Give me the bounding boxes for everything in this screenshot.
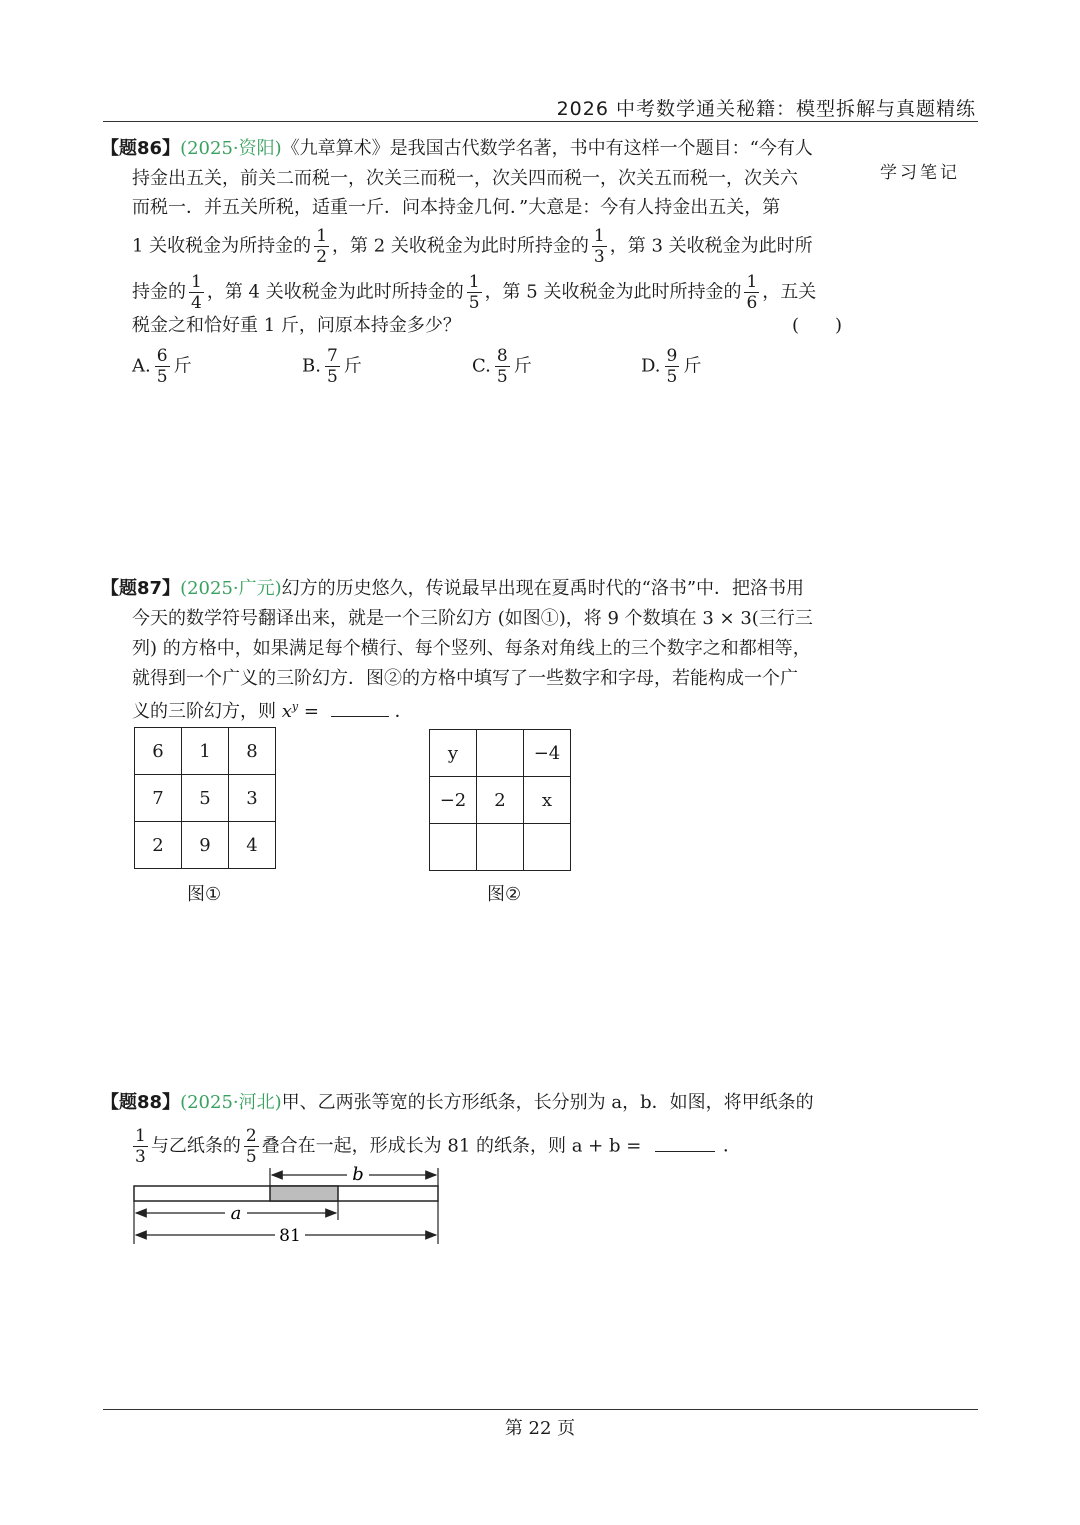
q87-line-3: 列) 的方格中，如果满足每个横行、每个竖列、每条对角线上的三个数字之和都相等， <box>132 638 811 659</box>
label-b: b <box>352 1164 364 1185</box>
q86-source: (2025·资阳) <box>180 138 282 159</box>
grid-cell: −2 <box>430 777 477 824</box>
grid-cell <box>430 824 477 871</box>
q87-line-2: 今天的数学符号翻译出来，就是一个三阶幻方 (如图①)，将 9 个数填在 3 × 3(三行三 <box>132 608 813 629</box>
header-title: 2026 中考数学通关秘籍：模型拆解与真题精练 <box>556 98 976 120</box>
q88-line-1: 【题88】(2025·河北)甲、乙两张等宽的长方形纸条，长分别为 a，b．如图，将甲纸条的 <box>101 1092 814 1113</box>
grid-cell: 9 <box>182 822 229 869</box>
label-total: 81 <box>279 1226 301 1246</box>
grid-cell: 2 <box>477 777 524 824</box>
paper-strip-diagram <box>125 1158 455 1250</box>
fraction: $\frac{1}{4}$ <box>191 272 202 313</box>
q87-line-4: 就得到一个广义的三阶幻方．图②的方格中填写了一些数字和字母，若能构成一个广 <box>132 668 798 689</box>
grid-cell: −4 <box>524 730 571 777</box>
q87-source: (2025·广元) <box>180 578 282 599</box>
q86-line-6: 税金之和恰好重 1 斤，问原本持金多少？ <box>132 315 461 336</box>
grid-cell: 4 <box>229 822 276 869</box>
q88-line-2: $\frac{1}{3}$ 与乙纸条的 $\frac{2}{5}$ 叠合在一起，形成长为 81 的纸条，则 a + b = ． <box>135 1126 742 1167</box>
magic-square-figure-1 <box>134 727 276 869</box>
footer-rule <box>103 1409 978 1410</box>
q86-line-2: 持金出五关，前关二而税一，次关三而税一，次关四而税一，次关五而税一，次关六 <box>132 168 798 189</box>
grid-cell <box>524 824 571 871</box>
overlap-region <box>270 1186 338 1201</box>
grid-cell: 8 <box>229 728 276 775</box>
answer-blank[interactable] <box>655 1151 715 1152</box>
option-b[interactable]: B. $\frac{7}{5}$ 斤 <box>302 346 362 387</box>
figure-2-caption: 图② <box>487 884 522 905</box>
grid-cell: x <box>524 777 571 824</box>
grid-cell: 3 <box>229 775 276 822</box>
option-c[interactable]: C. $\frac{8}{5}$ 斤 <box>472 346 532 387</box>
grid-cell <box>477 730 524 777</box>
q88-source: (2025·河北) <box>180 1092 282 1113</box>
grid-cell: y <box>430 730 477 777</box>
q86-line-5: 持金的 $\frac{1}{4}$ ，第 4 关收税金为此时所持金的 $\frac{1}{5}$ ，第 5 关收税金为此时所持金的 $\frac{1}{6}$ ，五关 <box>132 272 817 313</box>
q87-line-5: 义的三阶幻方，则 $x^y$ = ． <box>132 700 413 722</box>
figure-1-caption: 图① <box>187 884 222 905</box>
grid-cell: 7 <box>135 775 182 822</box>
q86-line-3: 而税一．并五关所税，适重一斤．问本持金几何．”大意是：今有人持金出五关，第 <box>132 197 781 218</box>
grid-cell: 1 <box>182 728 229 775</box>
magic-square-figure-2 <box>429 729 571 871</box>
grid-cell: 2 <box>135 822 182 869</box>
q87-line-1: 【题87】(2025·广元)幻方的历史悠久，传说最早出现在夏禹时代的“洛书”中．把洛书用 <box>101 578 805 599</box>
fraction: $\frac{1}{2}$ <box>316 226 328 267</box>
fraction: $\frac{1}{3}$ <box>593 226 605 267</box>
header-rule <box>103 121 978 122</box>
fraction: $\frac{1}{6}$ <box>746 272 758 313</box>
label-a: a <box>230 1203 242 1224</box>
q88-number: 【题88】 <box>101 1092 181 1113</box>
page-number: 第 22 页 <box>504 1418 576 1439</box>
answer-parentheses: ( ) <box>792 315 843 336</box>
q86-line-1: 【题86】(2025·资阳)《九章算术》是我国古代数学名著，书中有这样一个题目：“今有人 <box>101 138 813 159</box>
grid-cell: 5 <box>182 775 229 822</box>
q87-number: 【题87】 <box>101 578 181 599</box>
option-a[interactable]: A. $\frac{6}{5}$ 斤 <box>132 346 192 387</box>
q86-line-4: 1 关收税金为所持金的 $\frac{1}{2}$ ，第 2 关收税金为此时所持金的 $\frac{1}{3}$ ，第 3 关收税金为此时所 <box>132 226 813 267</box>
answer-blank[interactable] <box>331 716 389 717</box>
grid-cell <box>477 824 524 871</box>
grid-cell: 6 <box>135 728 182 775</box>
study-notes-label: 学习笔记 <box>880 163 960 183</box>
fraction: $\frac{1}{5}$ <box>468 272 480 313</box>
q86-number: 【题86】 <box>101 138 181 159</box>
option-d[interactable]: D. $\frac{9}{5}$ 斤 <box>641 346 702 387</box>
